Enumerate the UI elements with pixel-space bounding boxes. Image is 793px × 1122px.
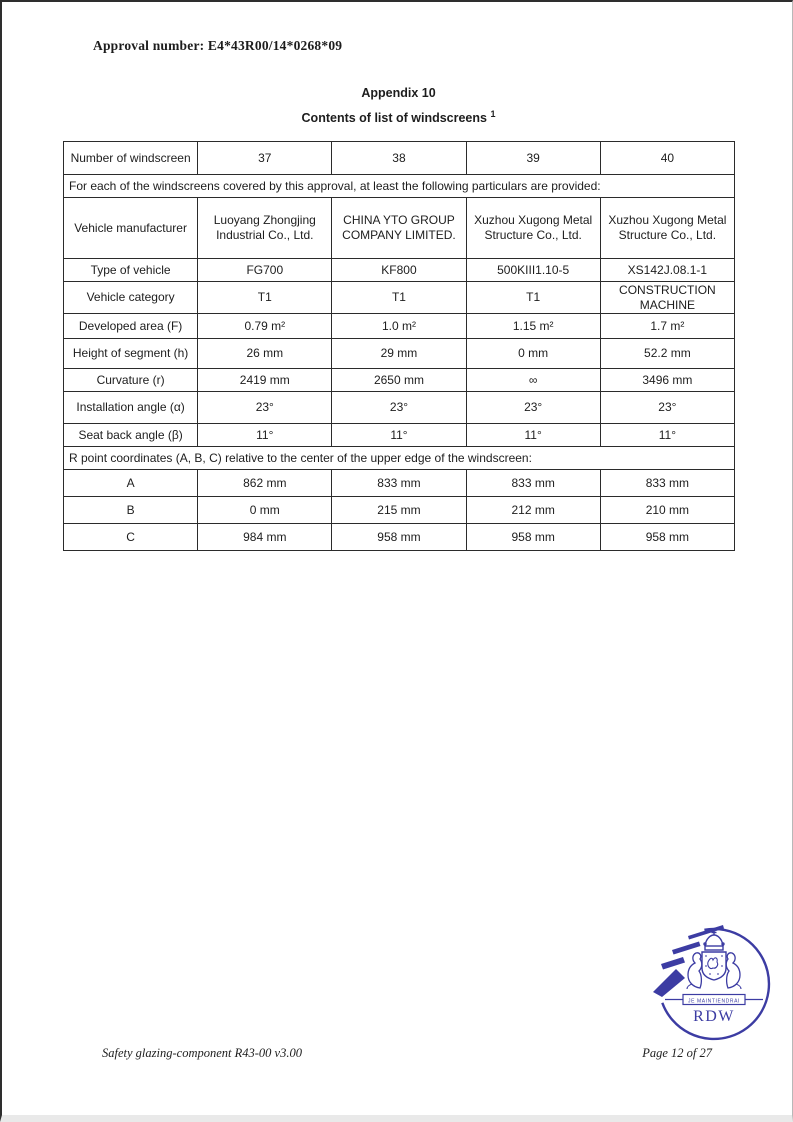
document-subtitle: [2, 109, 793, 125]
cell: 833 mm: [466, 470, 600, 497]
cell: 833 mm: [332, 470, 466, 497]
motto-text: JE MAINTIENDRAI: [687, 998, 741, 1005]
cell: 0 mm: [466, 339, 600, 369]
cell: Xuzhou Xugong Metal Structure Co., Ltd.: [466, 198, 600, 259]
cell: 210 mm: [600, 497, 734, 524]
cell: 23°: [332, 392, 466, 424]
r-point-note: R point coordinates (A, B, C) relative to the center of the upper edge of the windscreen:: [64, 447, 735, 470]
table-row-height-of-segment: [64, 339, 735, 369]
cell: T1: [332, 282, 466, 314]
cell: XS142J.08.1-1: [600, 259, 734, 282]
cell: 212 mm: [466, 497, 600, 524]
row-label: Seat back angle (β): [64, 424, 198, 447]
cell: 500KIII1.10-5: [466, 259, 600, 282]
cell: CONSTRUCTION MACHINE: [600, 282, 734, 314]
cell: 1.15 m²: [466, 314, 600, 339]
subtitle-text: Contents of list of windscreens: [301, 111, 487, 126]
row-label: Number of windscreen: [64, 142, 198, 175]
footnote-marker: 1: [490, 109, 496, 119]
cell: 23°: [466, 392, 600, 424]
footer-page-number: Page 12 of 27: [642, 1046, 712, 1060]
row-label: B: [64, 497, 198, 524]
table-row-type-of-vehicle: [64, 259, 735, 282]
cell: 0 mm: [198, 497, 332, 524]
row-label: Vehicle manufacturer: [64, 198, 198, 259]
provision-note: For each of the windscreens covered by this approval, at least the following particulars are provided:: [64, 175, 735, 198]
table-row-coordinate-a: [64, 470, 735, 497]
approval-number-line: [93, 38, 342, 54]
cell: 0.79 m²: [198, 314, 332, 339]
table-row-vehicle-category: [64, 282, 735, 314]
rdw-text: RDW: [693, 1008, 735, 1025]
cell: KF800: [332, 259, 466, 282]
cell: 39: [466, 142, 600, 175]
appendix-title: Appendix 10: [361, 86, 436, 100]
windscreen-spec-table: [63, 141, 735, 551]
approval-number-label: Approval number:: [93, 38, 205, 53]
cell: 26 mm: [198, 339, 332, 369]
cell: 23°: [600, 392, 734, 424]
table-row-seat-back-angle: [64, 424, 735, 447]
cell: 11°: [198, 424, 332, 447]
cell: 215 mm: [332, 497, 466, 524]
approval-number-value: E4*43R00/14*0268*09: [207, 38, 343, 53]
cell: 958 mm: [332, 524, 466, 551]
table-row-provision-note: [64, 175, 735, 198]
cell: CHINA YTO GROUP COMPANY LIMITED.: [332, 198, 466, 259]
cell: 1.7 m²: [600, 314, 734, 339]
cell: 1.0 m²: [332, 314, 466, 339]
title-block: [2, 86, 793, 125]
row-label: C: [64, 524, 198, 551]
cell: 862 mm: [198, 470, 332, 497]
cell: 11°: [600, 424, 734, 447]
footer-document-version: Safety glazing-component R43-00 v3.00: [102, 1046, 302, 1060]
row-label: Vehicle category: [64, 282, 198, 314]
table-row-developed-area: [64, 314, 735, 339]
table-row-coordinate-b: [64, 497, 735, 524]
row-label: Type of vehicle: [64, 259, 198, 282]
table-row-curvature: [64, 369, 735, 392]
cell: 38: [332, 142, 466, 175]
cell: 23°: [198, 392, 332, 424]
cell: 29 mm: [332, 339, 466, 369]
cell: 958 mm: [600, 524, 734, 551]
cell: Luoyang Zhongjing Industrial Co., Ltd.: [198, 198, 332, 259]
table-row-installation-angle: [64, 392, 735, 424]
coat-of-arms-icon: [687, 931, 741, 990]
cell: 2650 mm: [332, 369, 466, 392]
cell: 11°: [332, 424, 466, 447]
cell: 11°: [466, 424, 600, 447]
row-label: Developed area (F): [64, 314, 198, 339]
rdw-logo-graphic: [652, 922, 776, 1046]
table-row-r-point-note: [64, 447, 735, 470]
cell: Xuzhou Xugong Metal Structure Co., Ltd.: [600, 198, 734, 259]
cell: 52.2 mm: [600, 339, 734, 369]
cell: 984 mm: [198, 524, 332, 551]
cell: 40: [600, 142, 734, 175]
row-label: Installation angle (α): [64, 392, 198, 424]
cell: 37: [198, 142, 332, 175]
rdw-stamp-logo: [652, 922, 776, 1046]
cell: 2419 mm: [198, 369, 332, 392]
cell: T1: [466, 282, 600, 314]
cell: FG700: [198, 259, 332, 282]
cell: ∞: [466, 369, 600, 392]
cell: 3496 mm: [600, 369, 734, 392]
table-row-number-of-windscreen: [64, 142, 735, 175]
cell: 958 mm: [466, 524, 600, 551]
table-row-vehicle-manufacturer: [64, 198, 735, 259]
row-label: A: [64, 470, 198, 497]
cell: T1: [198, 282, 332, 314]
row-label: Curvature (r): [64, 369, 198, 392]
row-label: Height of segment (h): [64, 339, 198, 369]
cell: 833 mm: [600, 470, 734, 497]
table-row-coordinate-c: [64, 524, 735, 551]
